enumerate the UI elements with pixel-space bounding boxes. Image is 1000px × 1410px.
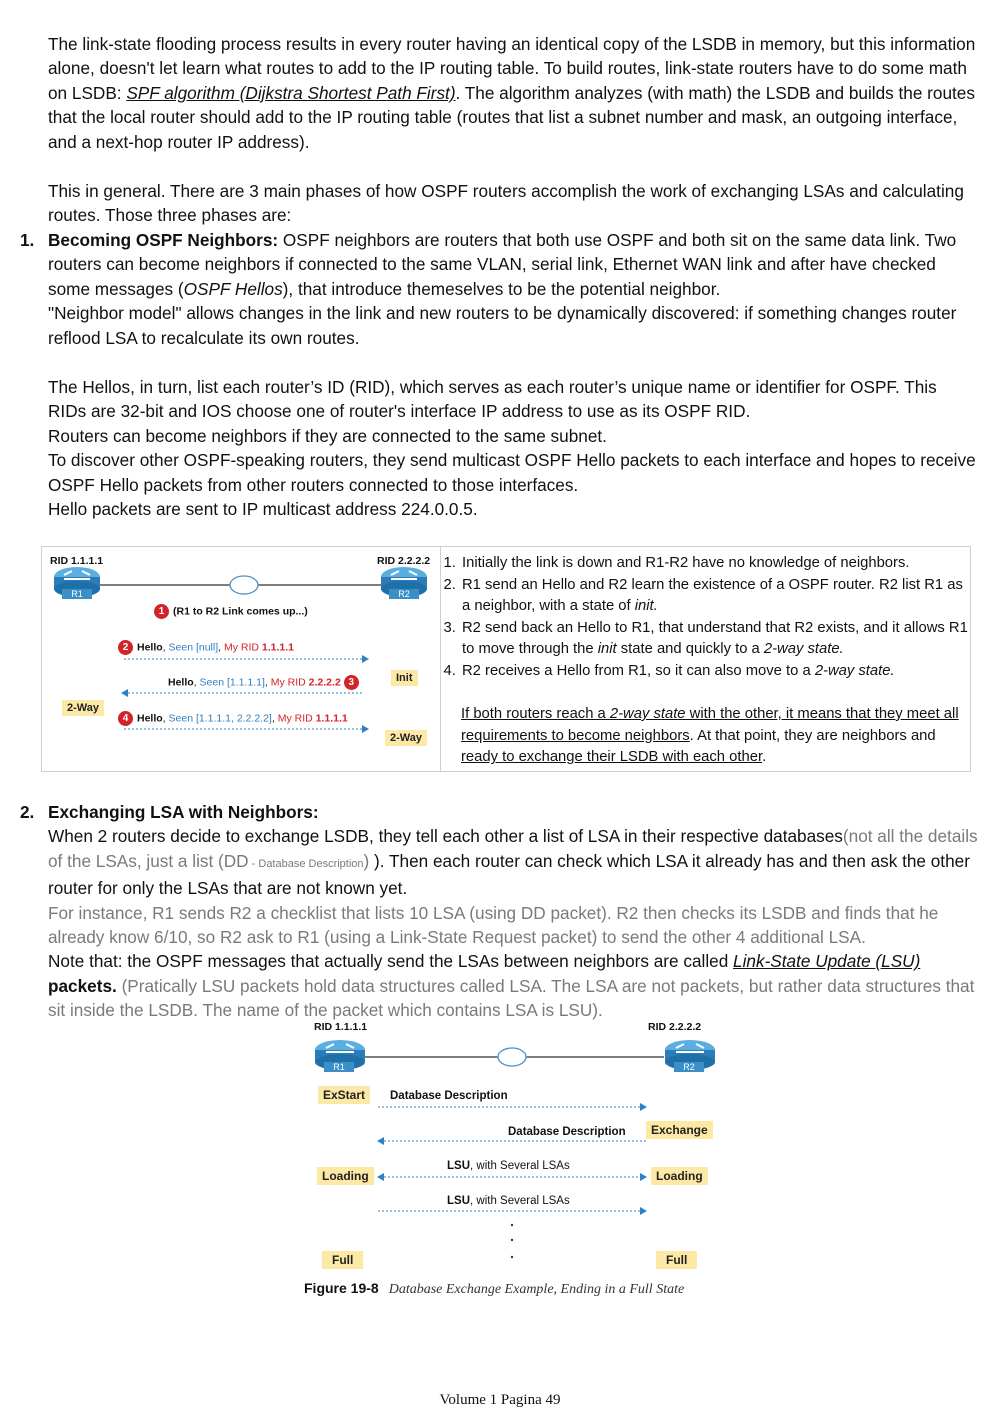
diagram2-svg [300,1020,730,1275]
note-em: 2-way state [609,706,686,722]
figure-caption [304,1280,684,1298]
section2-number: 2. [20,802,35,822]
step-text: R2 receives a Hello from R1, so it can also move to a [462,662,815,679]
seen-text: Seen [1.1.1.1, 2.2.2.2] [168,712,272,725]
neighbor-note [461,704,966,769]
myrid-text: My RID [223,641,259,654]
intro-text-cont: . The algorithm analyzes (with math) the LSDB and builds the routes that the local router should add to the IP routing table (routes that list a subnet number and mask, an outgoing interface, and a next-hop router IP address). [48,82,975,152]
cloud-icon [230,576,258,594]
section1-body [48,228,978,350]
step-em: init. [634,598,658,615]
note-text: If both routers reach a [461,706,610,722]
neighbor-model-text: "Neighbor model" allows changes in the link and new routers to be dynamically discovered: if something changes router reflood LSA to recalculate its own routes. [48,303,957,348]
step-item [460,618,975,661]
lsu-rest: , with Several LSAs [470,1160,570,1172]
router-r2-label: R2 [674,1062,704,1072]
exstart-state-badge: ExStart [318,1086,370,1104]
page-footer: Volume 1 Pagina 49 [439,1392,561,1408]
step1-label [154,604,308,619]
neighbor-figure-box [41,546,971,772]
dd-label-2: Database Description [508,1126,626,1138]
twoway-state-badge-r2: 2-Way [385,730,427,746]
hello-text: Hello [137,712,163,725]
rid-label-r2: RID 2.2.2.2 [648,1021,702,1033]
note-text: . At that point, they are neighbors and [689,727,936,744]
note-text: with the other, it means that they meet all requirements to become neighbors [461,706,959,744]
lsu-label-1 [447,1160,570,1172]
step-text: R2 send back an Hello to R1, that understand that R2 exists, and it allows R1 to move through the [462,619,968,658]
rid-label-r1: RID 1.1.1.1 [314,1021,368,1033]
multicast-text: Hello packets are sent to IP multicast address 224.0.0.5. [48,499,478,520]
router-r1-label: R1 [62,589,92,599]
exchange-state-badge: Exchange [646,1121,713,1139]
loading-state-badge-r1: Loading [317,1167,374,1185]
rid-value: 1.1.1.1 [261,641,295,654]
lsu-label-2 [447,1195,570,1207]
step-text: R1 send an Hello and R2 learn the existence of a OSPF router. R2 list R1 as a neighbor, with a state of [462,576,963,615]
instance-text: For instance, R1 sends R2 a checklist that lists 10 LSA (using DD packet). R2 then checks its LSDB and finds that he already know 6/10, so R2 ask to R1 (using a Link-State Request packet) to send the other 4 additional LSA. [48,902,939,948]
step-em: 2-way state. [814,662,895,679]
lsu-rest: , with Several LSAs [470,1195,570,1207]
full-state-badge-r2: Full [656,1251,697,1269]
section2-body [48,800,978,1023]
lsu-link[interactable]: Link-State Update (LSU) [733,951,921,972]
step-item [460,575,975,618]
full-state-badge-r1: Full [322,1251,363,1269]
step-em: init [597,641,617,658]
box-divider [440,547,441,771]
phases-paragraph [48,179,978,228]
phases-text: This in general. There are 3 main phases of how OSPF routers accomplish the work of exchanging LSAs and calculating routes. Those three phases are: [48,181,964,226]
step-number: 4 [118,711,133,726]
seen-text: Seen [null] [168,641,219,654]
steps-list [446,553,975,683]
section2-gray: (not all the details of the LSAs, just a list (DD [48,826,978,871]
rid-text: The Hellos, in turn, list each router’s ID (RID), which serves as each router’s unique name or identifier for OSPF. This RIDs are 32-bit and IOS choose one of router's interface IP address to use as its OSPF RID. [48,377,937,422]
figure-title: Database Exchange Example, Ending in a Full State [388,1282,685,1297]
step-number: 2 [118,640,133,655]
packets-bold: packets. [48,975,117,996]
hello3-label: 4 Hello, Seen [1.1.1.1, 2.2.2.2], My RID 1.1.1.1 [118,711,348,726]
hello2-label: Hello, Seen [1.1.1.1], My RID 2.2.2.2 3 [168,675,363,690]
spf-algorithm-link[interactable]: SPF algorithm (Dijkstra Shortest Path First) [126,82,456,103]
subnet-text: Routers can become neighbors if they are connected to the same subnet. [48,425,607,446]
step-text: state and quickly to a [616,641,764,658]
seen-text: Seen [1.1.1.1] [199,676,265,689]
database-exchange-diagram [300,1020,730,1275]
step-number: 1 [154,604,169,619]
step-item [460,553,975,575]
discover-text: To discover other OSPF-speaking routers, they send multicast OSPF Hello packets to each interface and hopes to receive OSPF Hello packets from other routers connected to those interfaces. [48,450,976,495]
router-r1-label: R1 [324,1062,354,1072]
loading-state-badge-r2: Loading [651,1167,708,1185]
rid-paragraph [48,375,978,521]
step-number: 3 [344,675,359,690]
section1-title: Becoming OSPF Neighbors: [48,230,279,250]
router-r2-label: R2 [389,589,419,599]
rid-value: 2.2.2.2 [308,676,341,689]
figure-number: Figure 19-8 [304,1280,379,1296]
note-text: . [762,749,767,766]
rid-value: 1.1.1.1 [315,712,348,725]
step-item [460,661,975,683]
section1-text-cont: ), that introduce themeselves to be the potential neighbor. [282,278,721,299]
cloud-icon [498,1048,526,1066]
section2-title: Exchanging LSA with Neighbors: [48,802,319,822]
hello1-label: 2 Hello, Seen [null], My RID 1.1.1.1 [118,640,294,655]
twoway-state-badge-r1: 2-Way [62,700,104,716]
section2-text: ). Then each router can check which LSA it already has and then ask the other router for only the LSAs that are not known yet. [48,850,970,899]
step-em: 2-way state. [763,641,844,658]
step1-text: (R1 to R2 Link comes up...) [173,605,308,618]
note-text: ready to exchange their LSDB with each other [461,749,763,766]
step-text: Initially the link is down and R1-R2 have no knowledge of neighbors. [462,555,910,571]
section2-gray: ) [363,850,370,871]
hello-text: Hello [168,676,194,689]
rid-label-r2: RID 2.2.2.2 [377,555,431,567]
init-state-badge: Init [391,670,418,686]
intro-paragraph [48,32,978,154]
rid-label-r1: RID 1.1.1.1 [50,555,104,567]
diagram1-svg [42,547,440,771]
myrid-text: My RID [277,712,313,725]
ospf-hellos-term: OSPF Hellos [183,278,283,299]
lsu-text: LSU [447,1160,470,1172]
section1-number: 1. [20,230,35,250]
section1-text: OSPF neighbors are routers that both use OSPF and both sit on the same data link. Two routers can become neighbors if connected to the same VLAN, serial link, Ethernet WAN link and after have checked some messages ( [48,230,957,299]
lsu-note-text: Note that: the OSPF messages that actually send the LSAs between neighbors are called [48,951,734,972]
myrid-text: My RID [270,676,306,689]
hello-text: Hello [137,641,163,654]
section2-tiny: - Database Description [248,857,364,870]
intro-text: The link-state flooding process results in every router having an identical copy of the LSDB in memory, but this information alone, doesn't let learn what routes to add to the IP routing table. To build routes, link-state routers have to do some math on LSDB: [48,34,976,103]
lsu-gray-text: (Pratically LSU packets hold data structures called LSA. The LSA are not packets, but rather data structures that sit inside the LSDB. The name of the packet which contains LSA is LSU). [48,975,975,1021]
dd-label-1: Database Description [390,1090,508,1102]
section2-text: When 2 routers decide to exchange LSDB, they tell each other a list of LSA in their respective databases [48,826,843,847]
lsu-text: LSU [447,1195,470,1207]
